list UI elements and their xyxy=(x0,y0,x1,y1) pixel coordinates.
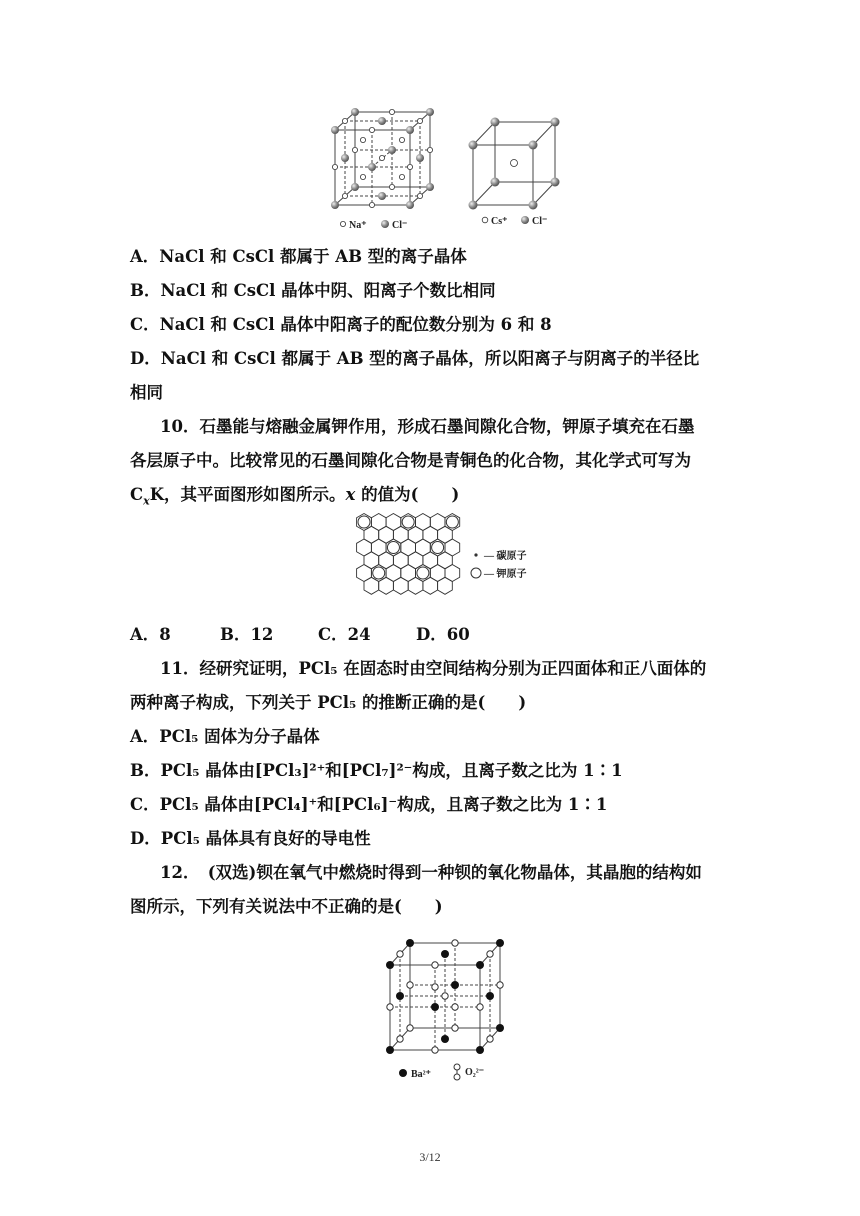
peroxide-ion xyxy=(397,951,403,957)
q10-option-b: B．12 xyxy=(220,625,274,644)
ba-ion xyxy=(451,981,459,989)
q9-option-c: C．NaCl 和 CsCl 晶体中阳离子的配位数分别为 6 和 8 xyxy=(130,315,552,334)
q12-stem-line2: 图所示，下列有关说法中不正确的是( ) xyxy=(130,897,443,916)
ba-ion xyxy=(386,1046,394,1054)
peroxide-ion xyxy=(432,1047,438,1053)
legend-potassium: — 钾原子 xyxy=(484,569,527,580)
peroxide-ion xyxy=(487,951,493,957)
q9-option-d-cont: 相同 xyxy=(130,383,163,402)
ba-ion xyxy=(406,939,414,947)
potassium-atom xyxy=(387,542,399,554)
q11-option-d: D．PCl₅ 晶体具有良好的导电性 xyxy=(130,829,371,848)
q11-option-a: A．PCl₅ 固体为分子晶体 xyxy=(130,727,320,746)
q10-options xyxy=(130,621,470,645)
cscl-legend-cs: Cs⁺ xyxy=(491,216,508,227)
peroxide-ion xyxy=(452,1004,458,1010)
peroxide-ion xyxy=(407,982,413,988)
q10-stem-line2: 各层原子中。比较常见的石墨间隙化合物是青铜色的化合物，其化学式可写为 xyxy=(130,451,691,470)
potassium-atom xyxy=(373,567,385,579)
q10-option-a: A．8 xyxy=(130,625,171,644)
potassium-atom xyxy=(432,542,444,554)
peroxide-ion xyxy=(487,1036,493,1042)
q12-stem-line1: 12． (双选)钡在氧气中燃烧时得到一种钡的氧化物晶体，其晶胞的结构如 xyxy=(160,863,702,882)
legend-ba: Ba²⁺ xyxy=(411,1069,431,1080)
nacl-legend-cl: Cl⁻ xyxy=(392,220,408,231)
peroxide-ion xyxy=(387,1004,393,1010)
cscl-legend-cl: Cl⁻ xyxy=(532,216,548,227)
bao2-unit-cell-figure xyxy=(375,925,515,1085)
q11-stem-line2: 两种离子构成，下列关于 PCl₅ 的推断正确的是( ) xyxy=(130,693,527,712)
ba-ion xyxy=(476,961,484,969)
q10-stem-line3: $C_xK$，其平面图形如图所示。x 的值为( ) xyxy=(130,485,460,508)
q9-option-b: B．NaCl 和 CsCl 晶体中阴、阳离子个数比相同 xyxy=(130,281,496,300)
peroxide-ion xyxy=(477,1004,483,1010)
page-number: 3/12 xyxy=(419,1150,441,1164)
nacl-cscl-figure xyxy=(325,100,585,235)
ba-ion xyxy=(476,1046,484,1054)
q11-option-c: C．PCl₅ 晶体由[PCl₄]⁺和[PCl₆]⁻构成，且离子数之比为 1∶1 xyxy=(130,795,608,814)
q10-option-d: D．60 xyxy=(416,625,470,644)
peroxide-ion xyxy=(452,1025,458,1031)
ba-ion xyxy=(496,1024,504,1032)
legend-o2: O₂²⁻ xyxy=(465,1067,485,1078)
peroxide-ion xyxy=(452,940,458,946)
peroxide-ion xyxy=(442,993,448,999)
ba-ion xyxy=(486,992,494,1000)
nacl-legend-na: Na⁺ xyxy=(349,220,367,231)
potassium-atom xyxy=(402,516,414,528)
peroxide-ion xyxy=(407,1025,413,1031)
ba-ion xyxy=(431,1003,439,1011)
ba-ion xyxy=(441,950,449,958)
q10-stem-line1: 10．石墨能与熔融金属钾作用，形成石墨间隙化合物，钾原子填充在石墨 xyxy=(160,417,695,436)
ba-ion xyxy=(396,992,404,1000)
q10-option-c: C．24 xyxy=(318,625,371,644)
potassium-atom xyxy=(358,516,370,528)
ba-ion xyxy=(441,1035,449,1043)
legend-carbon: — 碳原子 xyxy=(484,551,527,562)
peroxide-ion xyxy=(497,982,503,988)
q11-option-b: B．PCl₅ 晶体由[PCl₃]²⁺和[PCl₇]²⁻构成，且离子数之比为 1∶1 xyxy=(130,761,623,780)
ba-ion xyxy=(386,961,394,969)
q9-option-a: A．NaCl 和 CsCl 都属于 AB 型的离子晶体 xyxy=(130,247,467,266)
graphite-lattice-figure xyxy=(350,512,550,612)
nacl-ions xyxy=(331,108,434,209)
ba-ion xyxy=(496,939,504,947)
peroxide-ion xyxy=(397,1036,403,1042)
q9-option-d: D．NaCl 和 CsCl 都属于 AB 型的离子晶体，所以阳离子与阴离子的半径比 xyxy=(130,349,700,368)
peroxide-ion xyxy=(432,984,438,990)
potassium-atom xyxy=(417,567,429,579)
q11-stem-line1: 11．经研究证明，PCl₅ 在固态时由空间结构分别为正四面体和正八面体的 xyxy=(160,659,707,678)
peroxide-ion xyxy=(432,962,438,968)
potassium-atom xyxy=(446,516,458,528)
